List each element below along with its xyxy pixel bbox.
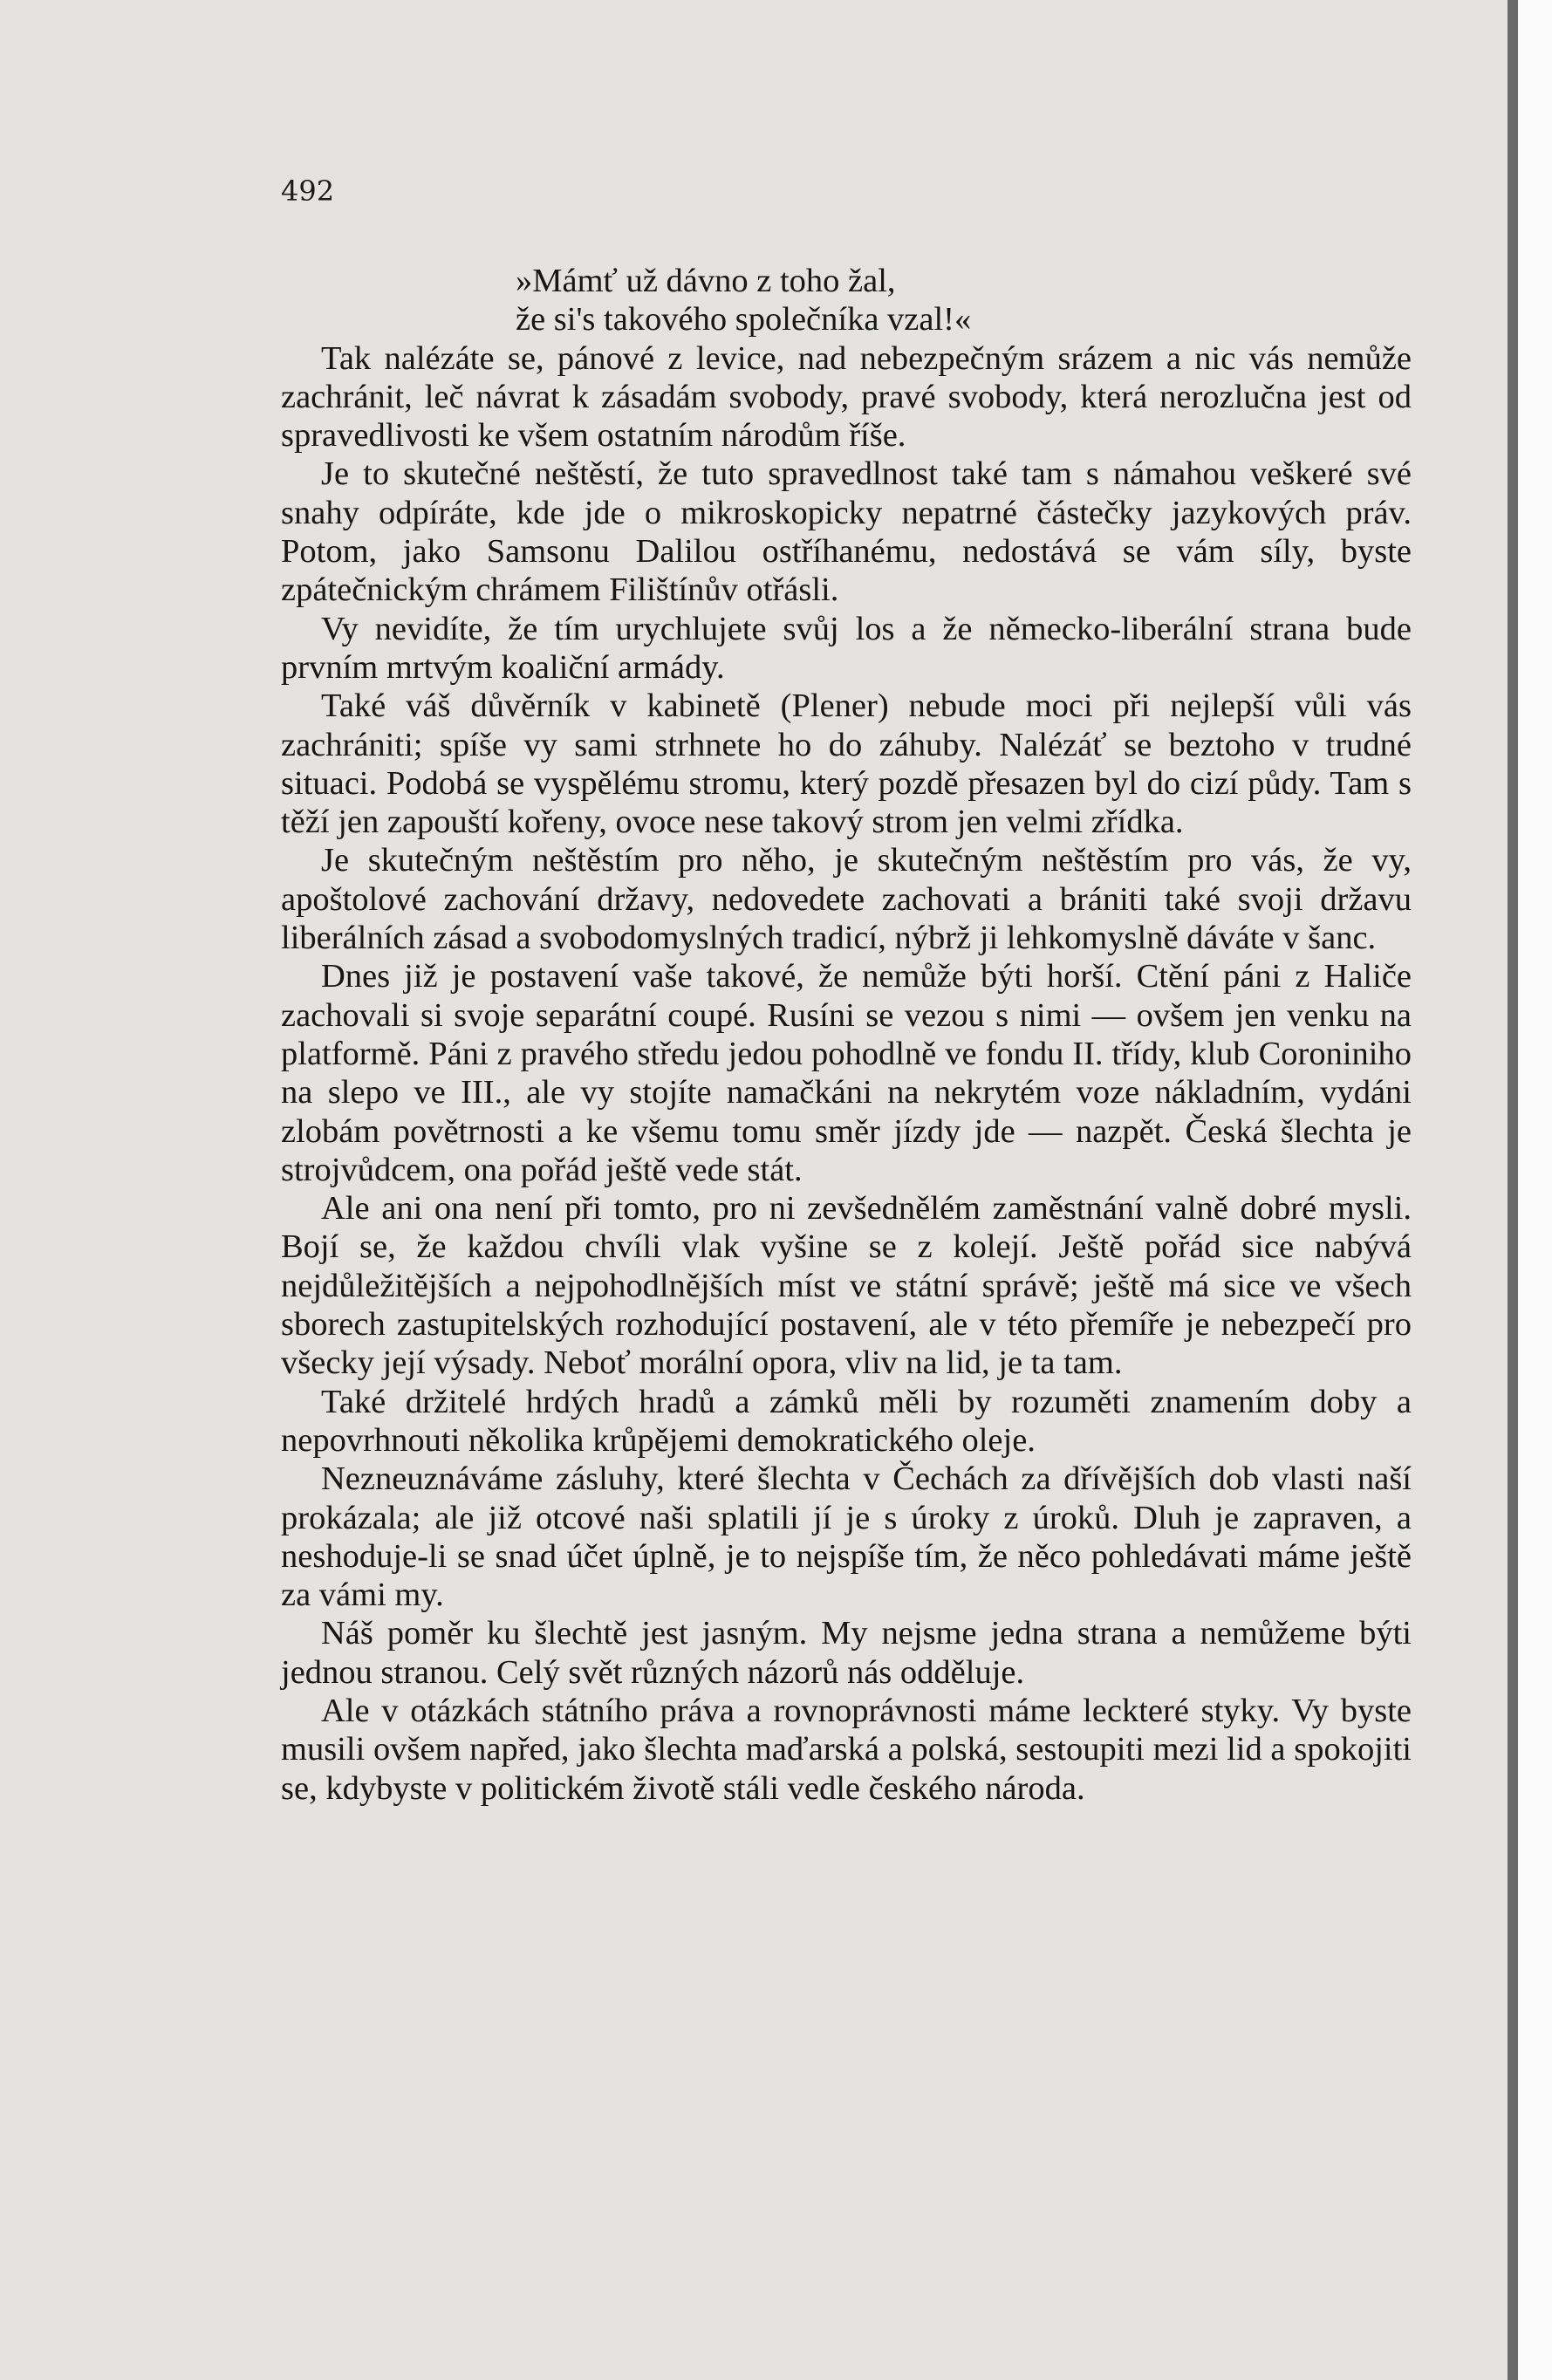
paragraph: Je skutečným neštěstím pro něho, je skutečným neštěstím pro vás, že vy, apoštolové zachování državy, nedovedete zachovati a brániti také svoji državu liberálních zásad a svobodomyslných tradicí, nýbrž ji lehkomyslně dáváte v šanc. [281, 842, 1412, 957]
paragraph: Ale v otázkách státního práva a rovnoprávnosti máme leckteré styky. Vy byste musili ovšem napřed, jako šlechta maďarská a polská, sestoupiti mezi lid a spokojiti se, kdybyste v politickém životě stáli vedle českého národa. [281, 1692, 1412, 1807]
paragraph: Dnes již je postavení vaše takové, že nemůže býti horší. Ctění páni z Haliče zachovali si svoje separátní coupé. Rusíni se vezou s nimi — ovšem jen venku na platformě. Páni z pravého středu jedou pohodlně ve fondu II. třídy, klub Coroniniho na slepo ve III., ale vy stojíte namačkáni na nekrytém voze nákladním, vydáni zlobám povětrnosti a ke všemu tomu směr jízdy jde — nazpět. Česká šlechta je strojvůdcem, ona pořád ještě vede stát. [281, 958, 1412, 1188]
paragraph: Náš poměr ku šlechtě jest jasným. My nejsme jedna strana a nemůžeme býti jednou stranou. Celý svět různých názorů nás odděluje. [281, 1615, 1412, 1691]
paragraph: Je to skutečné neštěstí, že tuto spravedlnost také tam s námahou veškeré své snahy odpíráte, kde jde o mikroskopicky nepatrné částečky jazykových práv. Potom, jako Samsonu Dalilou ostříhanému, nedostává se vám síly, byste zpátečnickým chrámem Filištínův otřásli. [281, 455, 1412, 609]
binding-edge [1508, 0, 1518, 2380]
paragraph: Vy nevidíte, že tím urychlujete svůj los a že německo-liberální strana bude prvním mrtvým koaliční armády. [281, 610, 1412, 686]
paragraph: Také držitelé hrdých hradů a zámků měli by rozuměti znamením doby a nepovrhnouti několika krůpějemi demokratického oleje. [281, 1383, 1412, 1459]
paragraph: Ale ani ona není při tomto, pro ni zevšednělém zaměstnání valně dobré mysli. Bojí se, že každou chvíli vlak vyšine se z kolejí. Ještě pořád sice nabývá nejdůležitějších a nejpohodlnějších míst ve státní správě; ještě má sice ve všech sborech zastupitelských rozhodující postavení, ale v této přemíře je nebezpečí pro všecky její výsady. Neboť morální opora, vliv na lid, je ta tam. [281, 1190, 1412, 1382]
page-edge [1518, 0, 1552, 2380]
verse-line: »Mámť už dávno z toho žal, [516, 263, 896, 299]
paragraph: Tak nalézáte se, pánové z levice, nad nebezpečným srázem a nic vás nemůže zachránit, leč návrat k zásadám svobody, pravé svobody, která nerozlučna jest od spravedlivosti ke všem ostatním národům říše. [281, 339, 1412, 455]
paragraph: Také váš důvěrník v kabinetě (Plener) nebude moci při nejlepší vůli vás zachrániti; spíše vy sami strhnete ho do záhuby. Nalézáť se beztoho v trudné situaci. Podobá se vyspělému stromu, který pozdě přesazen byl do cizí půdy. Tam s těží jen zapouští kořeny, ovoce nese takový strom jen velmi zřídka. [281, 687, 1412, 841]
page-number: 492 [281, 174, 335, 208]
paragraph: Nezneuznáváme zásluhy, které šlechta v Čechách za dřívějších dob vlasti naší prokázala; ale již otcové naši splatili jí je s úroky z úroků. Dluh je zapraven, a neshoduje-li se snad účet úplně, je to nejspíše tím, že něco pohledávati máme ještě za vámi my. [281, 1460, 1412, 1614]
text-body [281, 262, 1412, 1808]
verse-line: že si's takového společníka vzal!« [516, 301, 972, 339]
